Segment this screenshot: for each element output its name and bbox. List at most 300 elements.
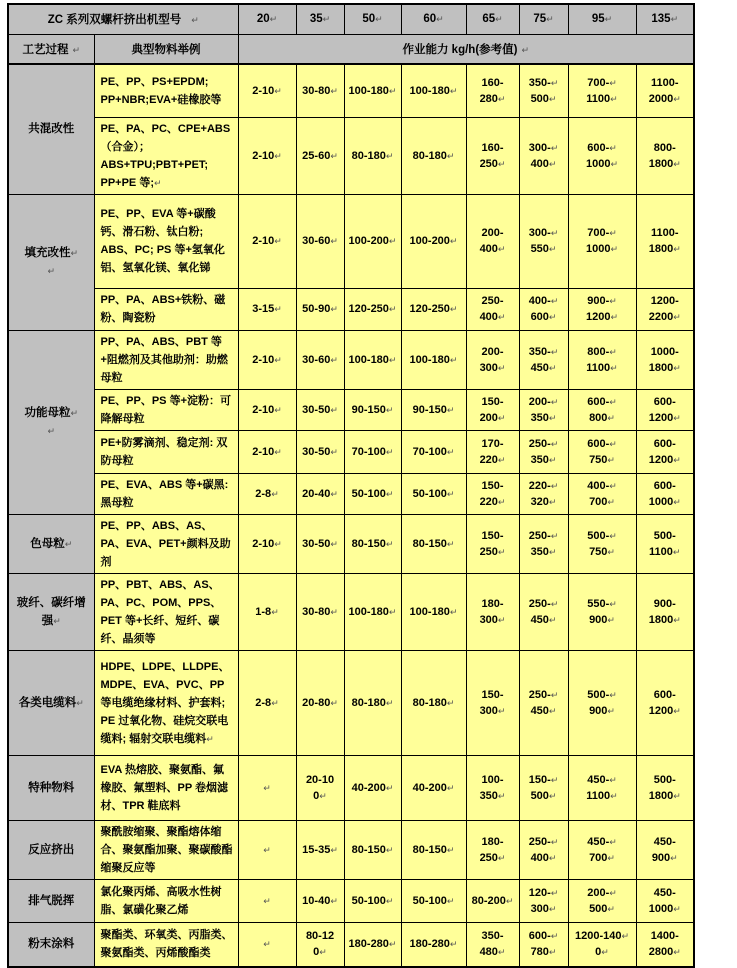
paragraph-mark-icon: ↵: [610, 244, 619, 254]
value-cell: 250-↵ 450↵: [519, 650, 568, 755]
value-cell: 100-180↵: [401, 330, 466, 389]
value-cell: 900- 1800↵: [636, 573, 694, 650]
value-cell: 350-↵ 450↵: [519, 330, 568, 389]
table-row: [8, 194, 694, 288]
paragraph-mark-icon: ↵: [497, 947, 506, 958]
capacity-column-header: 作业能力 kg/h(参考值) ↵: [238, 34, 694, 64]
value-cell: 450-↵ 700↵: [568, 820, 636, 879]
paragraph-mark-icon: ↵: [385, 697, 394, 708]
paragraph-mark-icon: ↵: [446, 446, 455, 457]
value-cell: 90-150↵: [344, 389, 401, 430]
value-cell: 2-10↵: [238, 389, 296, 430]
value-cell: 20-40↵: [296, 473, 344, 514]
process-cell: [8, 879, 94, 922]
paragraph-mark-icon: ↵: [388, 304, 397, 314]
paragraph-mark-icon: ↵: [319, 947, 327, 958]
value-cell: 120-250↵: [401, 288, 466, 330]
value-cell: [238, 755, 296, 820]
paragraph-mark-icon: ↵: [550, 346, 559, 357]
value-cell: 600-↵ 780↵: [519, 922, 568, 967]
value-cell: 80-180↵: [401, 117, 466, 194]
value-cell: 2-10↵: [238, 117, 296, 194]
value-cell: 220-↵ 320↵: [519, 473, 568, 514]
paragraph-mark-icon: ↵: [550, 774, 559, 785]
table-row: [8, 117, 694, 194]
value-cell: 30-80↵: [296, 64, 344, 117]
model-column-header-20: 20↵: [238, 4, 296, 34]
paragraph-mark-icon: ↵: [274, 85, 282, 96]
value-cell: 90-150↵: [401, 389, 466, 430]
value-cell: 150-250↵: [466, 514, 519, 573]
paragraph-mark-icon: ↵: [548, 790, 557, 801]
value-cell: 500-↵ 900↵: [568, 650, 636, 755]
value-cell: 600-↵ 800↵: [568, 389, 636, 430]
paragraph-mark-icon: ↵: [673, 454, 681, 465]
table-row: [8, 650, 694, 755]
paragraph-mark-icon: ↵: [47, 426, 56, 436]
paragraph-mark-icon: ↵: [330, 844, 338, 855]
process-label: 共混改性: [28, 123, 75, 136]
paragraph-mark-icon: ↵: [673, 93, 681, 104]
process-cell: [8, 64, 94, 194]
material-cell: PE、PP、EVA 等+碳酸钙、滑石粉、钛白粉; ABS、PC; PS 等+氢氧化铝、氢氧化镁、氧化锑: [94, 194, 238, 288]
paragraph-mark-icon: ↵: [497, 790, 506, 801]
paragraph-mark-icon: ↵: [610, 312, 619, 322]
paragraph-mark-icon: ↵: [607, 546, 615, 557]
paragraph-mark-icon: ↵: [388, 606, 397, 617]
paragraph-mark-icon: ↵: [497, 705, 506, 716]
paragraph-mark-icon: ↵: [330, 404, 338, 415]
paragraph-mark-icon: ↵: [673, 496, 681, 507]
value-cell: 30-80↵: [296, 573, 344, 650]
value-cell: 100-180↵: [344, 573, 401, 650]
value-cell: 300-↵ 400↵: [519, 117, 568, 194]
value-cell: 80-180↵: [344, 117, 401, 194]
value-cell: [238, 922, 296, 967]
value-cell: 600- 1200↵: [636, 389, 694, 430]
value-cell: 20-10 0↵: [296, 755, 344, 820]
paragraph-mark-icon: ↵: [548, 158, 557, 169]
paragraph-mark-icon: ↵: [610, 362, 618, 373]
paragraph-mark-icon: ↵: [449, 304, 458, 314]
value-cell: 15-35↵: [296, 820, 344, 879]
value-cell: 350-480↵: [466, 922, 519, 967]
paragraph-mark-icon: ↵: [610, 158, 619, 169]
paragraph-mark-icon: ↵: [271, 606, 279, 617]
value-cell: 400-↵ 700↵: [568, 473, 636, 514]
paragraph-mark-icon: ↵: [497, 312, 506, 322]
paragraph-mark-icon: ↵: [206, 733, 214, 744]
value-cell: 30-50↵: [296, 430, 344, 473]
process-cell: [8, 650, 94, 755]
process-cell: [8, 755, 94, 820]
value-cell: 1200- 2200↵: [636, 288, 694, 330]
paragraph-mark-icon: ↵: [446, 782, 455, 793]
paragraph-mark-icon: ↵: [609, 530, 617, 541]
value-cell: 160-250↵: [466, 117, 519, 194]
paragraph-mark-icon: ↵: [263, 939, 271, 950]
model-column-header-35: 35↵: [296, 4, 344, 34]
paragraph-mark-icon: ↵: [609, 887, 617, 898]
material-cell: 氯化聚丙烯、高吸水性树脂、氯磺化聚乙烯: [94, 879, 238, 922]
paragraph-mark-icon: ↵: [548, 614, 557, 625]
value-cell: 50-100↵: [344, 879, 401, 922]
value-cell: [238, 879, 296, 922]
value-cell: 500- 1100↵: [636, 514, 694, 573]
paragraph-mark-icon: ↵: [607, 614, 615, 625]
model-column-header-65: 65↵: [466, 4, 519, 34]
material-cell: PE、PP、PS+EPDM; PP+NBR;EVA+硅橡胶等: [94, 64, 238, 117]
process-cell: [8, 194, 94, 330]
paragraph-mark-icon: ↵: [548, 705, 557, 716]
paragraph-mark-icon: ↵: [53, 615, 61, 626]
header-row-models: [8, 4, 694, 34]
material-cell: PE、EVA、ABS 等+碳黑:黑母粒: [94, 473, 238, 514]
process-label: 粉末涂料: [28, 938, 75, 951]
value-cell: 40-200↵: [401, 755, 466, 820]
paragraph-mark-icon: ↵: [330, 538, 338, 549]
value-cell: 50-100↵: [401, 473, 466, 514]
value-cell: 1100- 2000↵: [636, 64, 694, 117]
paragraph-mark-icon: ↵: [548, 903, 557, 914]
value-cell: 150-300↵: [466, 650, 519, 755]
paragraph-mark-icon: ↵: [385, 538, 394, 549]
value-cell: 100-180↵: [344, 64, 401, 117]
paragraph-mark-icon: ↵: [607, 412, 615, 423]
value-cell: 1200-140↵ 0↵: [568, 922, 636, 967]
value-cell: 200-↵ 350↵: [519, 389, 568, 430]
value-cell: 600-↵ 1000↵: [568, 117, 636, 194]
paragraph-mark-icon: ↵: [76, 697, 84, 708]
value-cell: 2-10↵: [238, 430, 296, 473]
value-cell: 800- 1800↵: [636, 117, 694, 194]
material-cell: PE、PP、ABS、AS、PA、EVA、PET+颜料及助剂: [94, 514, 238, 573]
paragraph-mark-icon: ↵: [388, 236, 397, 246]
value-cell: 80-12 0↵: [296, 922, 344, 967]
material-cell: EVA 热熔胶、聚氨酯、氟橡胶、氟塑料、PP 卷烟滤材、TPR 鞋底料: [94, 755, 238, 820]
value-cell: 40-200↵: [344, 755, 401, 820]
paragraph-mark-icon: ↵: [274, 404, 282, 415]
paragraph-mark-icon: ↵: [546, 14, 554, 25]
value-cell: 500-↵ 750↵: [568, 514, 636, 573]
material-cell: PP、PBT、ABS、AS、PA、PC、POM、PPS、PET 等+长纤、短纤、碳纤、晶须等: [94, 573, 238, 650]
value-cell: 100-180↵: [401, 573, 466, 650]
paragraph-mark-icon: ↵: [446, 697, 455, 708]
value-cell: 700-↵ 1100↵: [568, 64, 636, 117]
paragraph-mark-icon: ↵: [548, 947, 557, 958]
value-cell: 200-↵ 500↵: [568, 879, 636, 922]
paragraph-mark-icon: ↵: [610, 790, 618, 801]
model-column-header-135: 135↵: [636, 4, 694, 34]
paragraph-mark-icon: ↵: [497, 412, 506, 423]
paragraph-mark-icon: ↵: [609, 77, 617, 88]
paragraph-mark-icon: ↵: [274, 150, 282, 161]
paragraph-mark-icon: ↵: [550, 228, 559, 238]
paragraph-mark-icon: ↵: [610, 93, 618, 104]
paragraph-mark-icon: ↵: [550, 836, 559, 847]
paragraph-mark-icon: ↵: [449, 354, 458, 365]
value-cell: 2-10↵: [238, 64, 296, 117]
paragraph-mark-icon: ↵: [497, 244, 506, 254]
process-label: 色母粒: [30, 537, 65, 550]
value-cell: 80-180↵: [401, 650, 466, 755]
paragraph-mark-icon: ↵: [375, 14, 383, 25]
value-cell: 80-150↵: [344, 514, 401, 573]
process-cell: [8, 922, 94, 967]
paragraph-mark-icon: ↵: [271, 488, 279, 499]
paragraph-mark-icon: ↵: [495, 14, 503, 25]
paragraph-mark-icon: ↵: [64, 538, 73, 549]
paragraph-mark-icon: ↵: [604, 14, 613, 25]
value-cell: 150-220↵: [466, 473, 519, 514]
process-label: 反应挤出: [28, 843, 75, 856]
value-cell: 30-60↵: [296, 194, 344, 288]
paragraph-mark-icon: ↵: [274, 304, 282, 314]
paragraph-mark-icon: ↵: [609, 836, 617, 847]
process-cell: [8, 573, 94, 650]
process-label: 特种物料: [28, 781, 75, 794]
table-row: [8, 573, 694, 650]
paragraph-mark-icon: ↵: [436, 14, 444, 25]
paragraph-mark-icon: ↵: [548, 546, 557, 557]
value-cell: 120-↵ 300↵: [519, 879, 568, 922]
paragraph-mark-icon: ↵: [609, 142, 617, 153]
paragraph-mark-icon: ↵: [548, 312, 557, 322]
table-row: [8, 330, 694, 389]
process-cell: [8, 330, 94, 514]
value-cell: 120-250↵: [344, 288, 401, 330]
paragraph-mark-icon: ↵: [550, 438, 559, 449]
value-cell: 150-200↵: [466, 389, 519, 430]
value-cell: [238, 820, 296, 879]
value-cell: 300-↵ 550↵: [519, 194, 568, 288]
paragraph-mark-icon: ↵: [550, 887, 559, 898]
paragraph-mark-icon: ↵: [385, 782, 394, 793]
paragraph-mark-icon: ↵: [497, 158, 506, 169]
process-column-header: 工艺过程 ↵: [8, 34, 94, 64]
value-cell: 20-80↵: [296, 650, 344, 755]
paragraph-mark-icon: ↵: [550, 396, 559, 407]
paragraph-mark-icon: ↵: [274, 236, 282, 246]
paragraph-mark-icon: ↵: [330, 354, 338, 365]
material-cell: PE+防雾滴剂、稳定剂: 双防母粒: [94, 430, 238, 473]
paragraph-mark-icon: ↵: [191, 15, 199, 26]
value-cell: 250-↵ 450↵: [519, 573, 568, 650]
value-cell: 250-↵ 350↵: [519, 430, 568, 473]
paragraph-mark-icon: ↵: [548, 496, 557, 507]
paragraph-mark-icon: ↵: [446, 895, 455, 906]
value-cell: 80-150↵: [344, 820, 401, 879]
material-cell: HDPE、LDPE、LLDPE、MDPE、EVA、PVC、PP 等电缆绝缘材料、护套料; PE 过氧化物、硅烷交联电缆料; 辐射交联电缆料↵: [94, 650, 238, 755]
paragraph-mark-icon: ↵: [673, 947, 681, 958]
value-cell: 250-400↵: [466, 288, 519, 330]
paragraph-mark-icon: ↵: [446, 538, 455, 549]
paragraph-mark-icon: ↵: [673, 312, 681, 322]
paragraph-mark-icon: ↵: [673, 158, 681, 169]
paragraph-mark-icon: ↵: [548, 362, 557, 373]
process-cell: [8, 514, 94, 573]
paragraph-mark-icon: ↵: [548, 93, 557, 104]
paragraph-mark-icon: ↵: [497, 546, 506, 557]
value-cell: 160-280↵: [466, 64, 519, 117]
paragraph-mark-icon: ↵: [521, 44, 530, 55]
paragraph-mark-icon: ↵: [550, 77, 559, 88]
value-cell: 900-↵ 1200↵: [568, 288, 636, 330]
paragraph-mark-icon: ↵: [330, 236, 338, 246]
value-cell: 200-400↵: [466, 194, 519, 288]
value-cell: 150-↵ 500↵: [519, 755, 568, 820]
paragraph-mark-icon: ↵: [446, 150, 455, 161]
paragraph-mark-icon: ↵: [330, 304, 338, 314]
value-cell: 600- 1000↵: [636, 473, 694, 514]
paragraph-mark-icon: ↵: [673, 412, 681, 423]
model-column-header-75: 75↵: [519, 4, 568, 34]
value-cell: 80-150↵: [401, 514, 466, 573]
paragraph-mark-icon: ↵: [449, 236, 458, 246]
paragraph-mark-icon: ↵: [550, 598, 559, 609]
paragraph-mark-icon: ↵: [330, 697, 338, 708]
value-cell: 80-180↵: [344, 650, 401, 755]
paragraph-mark-icon: ↵: [550, 530, 559, 541]
paragraph-mark-icon: ↵: [497, 852, 506, 863]
paragraph-mark-icon: ↵: [330, 150, 338, 161]
table-row: [8, 879, 694, 922]
paragraph-mark-icon: ↵: [388, 354, 397, 365]
paragraph-mark-icon: ↵: [505, 895, 514, 906]
value-cell: 30-50↵: [296, 514, 344, 573]
value-cell: 80-150↵: [401, 820, 466, 879]
process-cell: [8, 820, 94, 879]
paragraph-mark-icon: ↵: [449, 939, 458, 950]
value-cell: 100-350↵: [466, 755, 519, 820]
paragraph-mark-icon: ↵: [607, 705, 615, 716]
value-cell: 2-10↵: [238, 194, 296, 288]
material-cell: PP、PA、ABS+铁粉、磁粉、陶瓷粉: [94, 288, 238, 330]
value-cell: 500- 1800↵: [636, 755, 694, 820]
value-cell: 200-300↵: [466, 330, 519, 389]
paragraph-mark-icon: ↵: [154, 177, 162, 188]
table-row: [8, 430, 694, 473]
paragraph-mark-icon: ↵: [322, 14, 331, 25]
paragraph-mark-icon: ↵: [609, 228, 617, 238]
paragraph-mark-icon: ↵: [274, 446, 282, 457]
value-cell: 800-↵ 1100↵: [568, 330, 636, 389]
paragraph-mark-icon: ↵: [609, 598, 617, 609]
paragraph-mark-icon: ↵: [449, 85, 458, 96]
value-cell: 600-↵ 750↵: [568, 430, 636, 473]
value-cell: 250-↵ 350↵: [519, 514, 568, 573]
paragraph-mark-icon: ↵: [330, 606, 338, 617]
paragraph-mark-icon: ↵: [550, 931, 559, 942]
paragraph-mark-icon: ↵: [497, 454, 506, 465]
paragraph-mark-icon: ↵: [263, 844, 271, 855]
paragraph-mark-icon: ↵: [550, 296, 559, 306]
paragraph-mark-icon: ↵: [609, 689, 617, 700]
value-cell: 25-60↵: [296, 117, 344, 194]
value-cell: 600- 1200↵: [636, 650, 694, 755]
paragraph-mark-icon: ↵: [609, 774, 617, 785]
paragraph-mark-icon: ↵: [548, 454, 557, 465]
material-cell: 聚酯类、环氧类、丙脂类、聚氨酯类、丙烯酸酯类: [94, 922, 238, 967]
header-row-captions: [8, 34, 694, 64]
value-cell: 50-90↵: [296, 288, 344, 330]
value-cell: 450-↵ 1100↵: [568, 755, 636, 820]
paragraph-mark-icon: ↵: [70, 248, 79, 258]
table-row: [8, 64, 694, 117]
value-cell: 30-50↵: [296, 389, 344, 430]
paragraph-mark-icon: ↵: [497, 496, 506, 507]
paragraph-mark-icon: ↵: [271, 697, 279, 708]
paragraph-mark-icon: ↵: [330, 85, 338, 96]
value-cell: 1-8↵: [238, 573, 296, 650]
value-cell: 100-200↵: [401, 194, 466, 288]
value-cell: 180-280↵: [344, 922, 401, 967]
value-cell: 1100- 1800↵: [636, 194, 694, 288]
value-cell: 700-↵ 1000↵: [568, 194, 636, 288]
value-cell: 550-↵ 900↵: [568, 573, 636, 650]
value-cell: 2-8↵: [238, 650, 296, 755]
material-column-header: 典型物料举例: [94, 34, 238, 64]
table-row: [8, 514, 694, 573]
paragraph-mark-icon: ↵: [670, 852, 678, 863]
paragraph-mark-icon: ↵: [274, 538, 282, 549]
paragraph-mark-icon: ↵: [385, 895, 394, 906]
paragraph-mark-icon: ↵: [673, 903, 681, 914]
value-cell: 50-100↵: [344, 473, 401, 514]
paragraph-mark-icon: ↵: [670, 14, 679, 25]
paragraph-mark-icon: ↵: [385, 488, 394, 499]
value-cell: 50-100↵: [401, 879, 466, 922]
paragraph-mark-icon: ↵: [385, 150, 394, 161]
paragraph-mark-icon: ↵: [548, 244, 557, 254]
paragraph-mark-icon: ↵: [330, 895, 338, 906]
value-cell: 180-300↵: [466, 573, 519, 650]
paragraph-mark-icon: ↵: [497, 93, 506, 104]
paragraph-mark-icon: ↵: [673, 614, 681, 625]
table-row: [8, 288, 694, 330]
capacity-table: [7, 3, 695, 968]
paragraph-mark-icon: ↵: [446, 404, 455, 415]
value-cell: 600- 1200↵: [636, 430, 694, 473]
value-cell: 250-↵ 400↵: [519, 820, 568, 879]
material-cell: PE、PP、PS 等+淀粉：可降解母粒: [94, 389, 238, 430]
paragraph-mark-icon: ↵: [607, 903, 615, 914]
table-row: [8, 922, 694, 967]
value-cell: 100-180↵: [344, 330, 401, 389]
paragraph-mark-icon: ↵: [601, 947, 609, 958]
paragraph-mark-icon: ↵: [673, 705, 681, 716]
paragraph-mark-icon: ↵: [497, 614, 506, 625]
paragraph-mark-icon: ↵: [621, 931, 630, 942]
material-cell: PE、PA、PC、CPE+ABS（合金）；ABS+TPU;PBT+PET; PP+PE 等;↵: [94, 117, 238, 194]
paragraph-mark-icon: ↵: [330, 488, 338, 499]
value-cell: 70-100↵: [401, 430, 466, 473]
paragraph-mark-icon: ↵: [449, 606, 458, 617]
paragraph-mark-icon: ↵: [446, 488, 455, 499]
paragraph-mark-icon: ↵: [607, 496, 615, 507]
table-title: ZC 系列双螺杆挤出机型号: [47, 14, 182, 27]
paragraph-mark-icon: ↵: [673, 362, 681, 373]
material-cell: PP、PA、ABS、PBT 等+阻燃剂及其他助剂：助燃母粒: [94, 330, 238, 389]
value-cell: 30-60↵: [296, 330, 344, 389]
value-cell: 450- 1000↵: [636, 879, 694, 922]
value-cell: 170-220↵: [466, 430, 519, 473]
paragraph-mark-icon: ↵: [385, 446, 394, 457]
process-label: 玻纤、碳纤增强: [16, 596, 86, 627]
paragraph-mark-icon: ↵: [607, 852, 615, 863]
value-cell: 180-280↵: [401, 922, 466, 967]
paragraph-mark-icon: ↵: [607, 454, 615, 465]
